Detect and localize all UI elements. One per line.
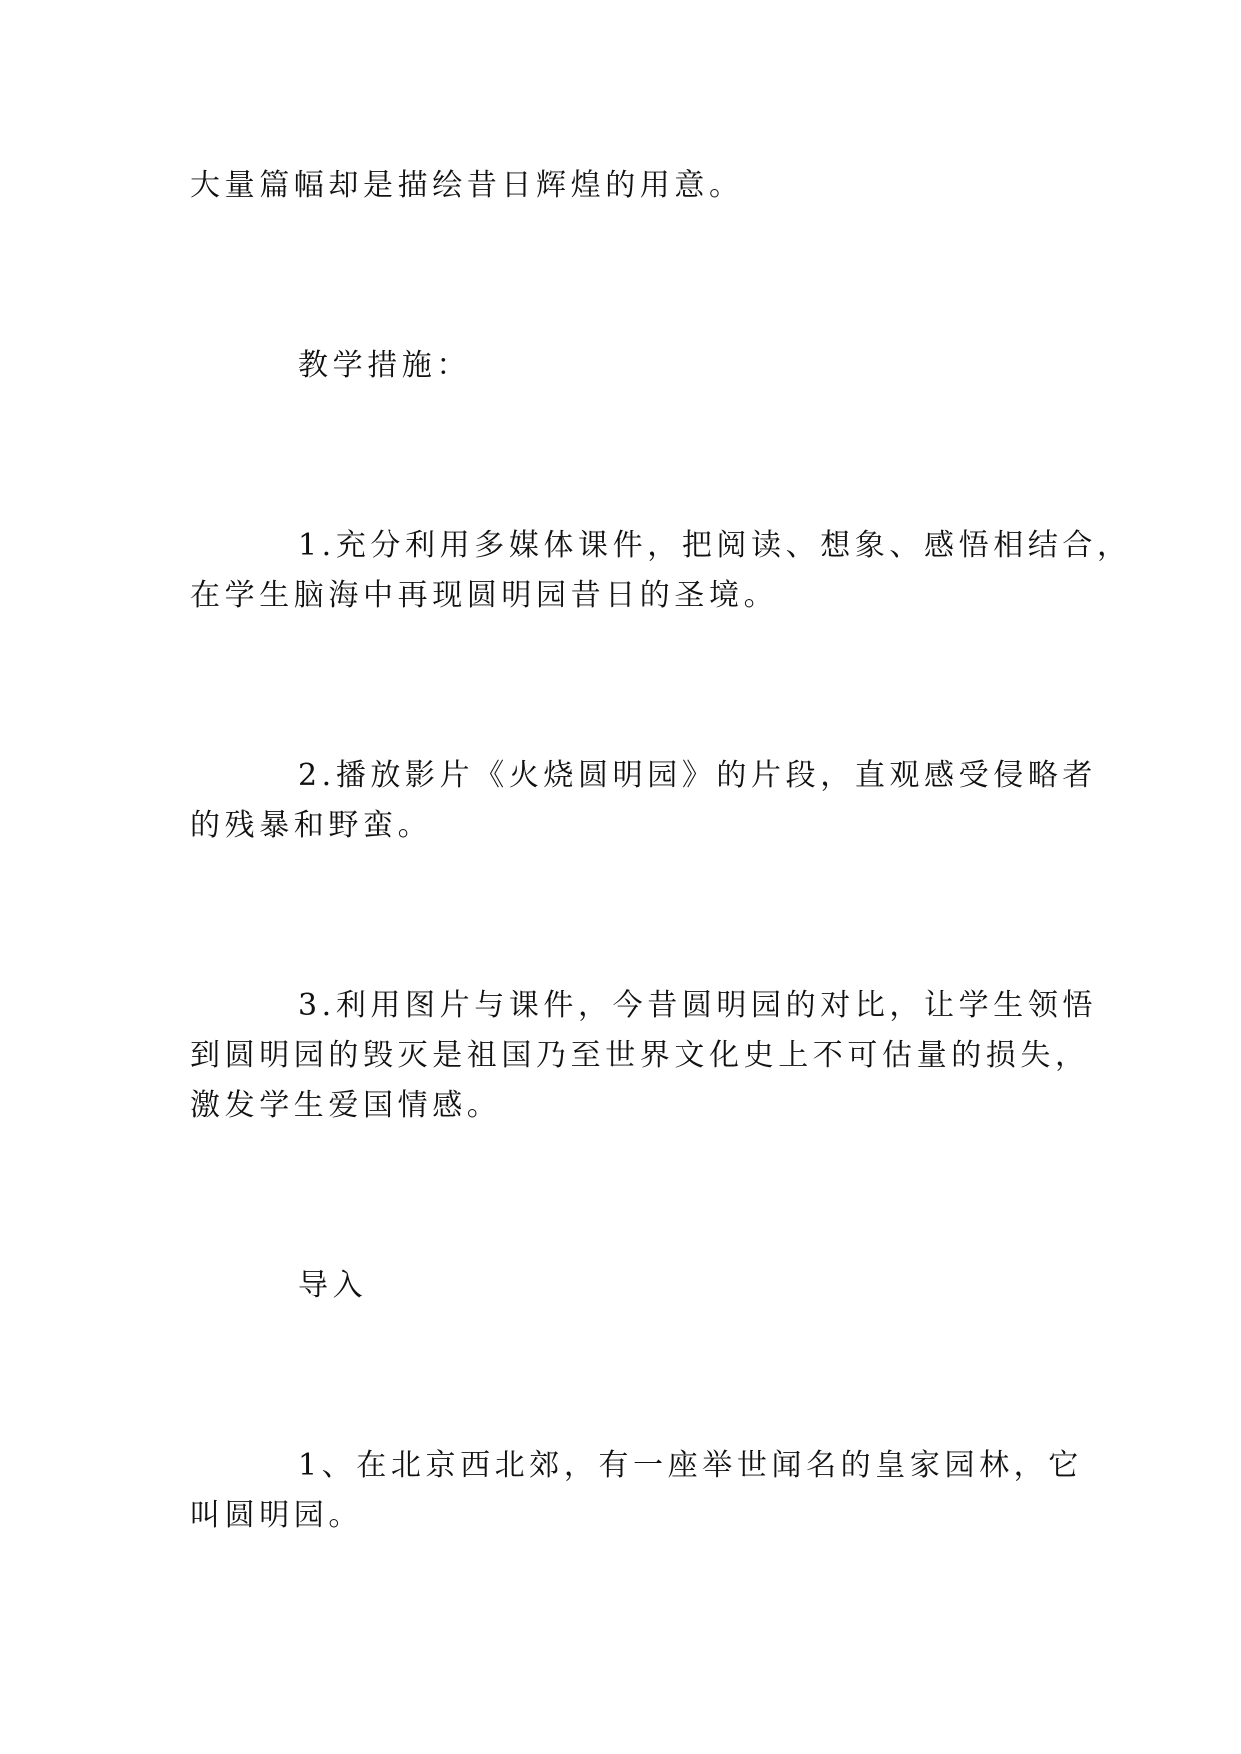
- paragraph-line: 激发学生爱国情感。: [190, 1088, 502, 1123]
- paragraph-line: 叫圆明园。: [190, 1498, 363, 1533]
- paragraph-line: 的残暴和野蛮。: [190, 808, 433, 843]
- paragraph-line: 在学生脑海中再现圆明园昔日的圣境。: [190, 578, 779, 613]
- paragraph-line: 2.播放影片《火烧圆明园》的片段，直观感受侵略者: [298, 758, 1098, 793]
- paragraph-line: 3.利用图片与课件，今昔圆明园的对比，让学生领悟: [298, 988, 1098, 1023]
- paragraph-line: 大量篇幅却是描绘昔日辉煌的用意。: [190, 168, 744, 203]
- paragraph-line: 1、在北京西北郊，有一座举世闻名的皇家园林，它: [298, 1448, 1083, 1483]
- section-heading-teaching-measures: 教学措施：: [298, 348, 471, 383]
- paragraph-line: 1.充分利用多媒体课件，把阅读、想象、感悟相结合，: [298, 528, 1132, 563]
- paragraph-line: 到圆明园的毁灭是祖国乃至世界文化史上不可估量的损失，: [190, 1038, 1090, 1073]
- section-heading-introduction: 导入: [298, 1268, 368, 1303]
